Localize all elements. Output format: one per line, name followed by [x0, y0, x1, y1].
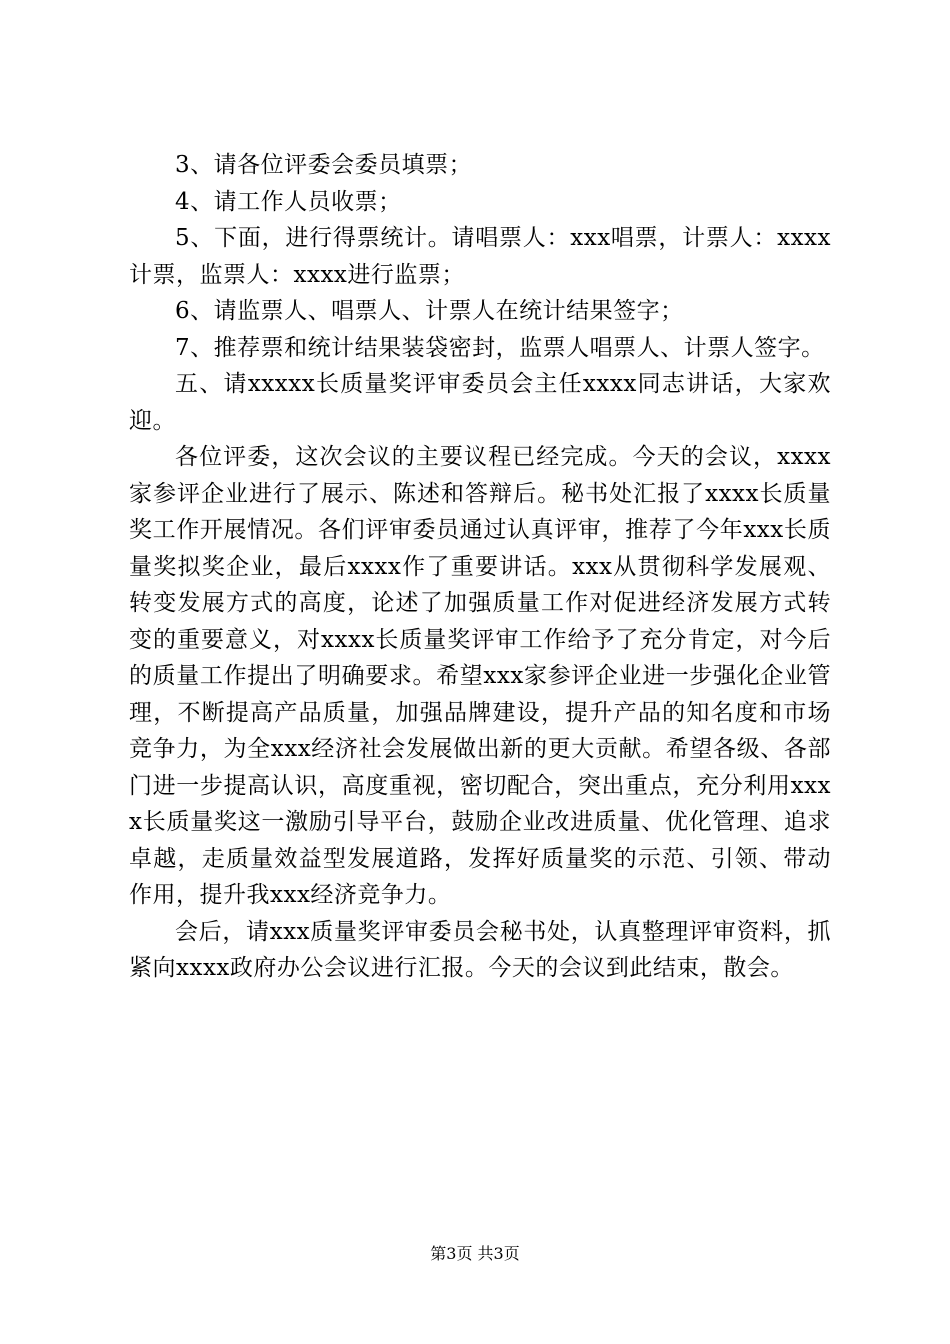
paragraph-step-7: 7、推荐票和统计结果装袋密封，监票人唱票人、计票人签字。: [175, 334, 825, 361]
paragraph-section-five: 五、请xxxxx长质量奖评审委员会主任xxxx同志讲话，大家欢迎。: [129, 371, 831, 434]
paragraph-step-3: 3、请各位评委会委员填票；: [175, 152, 473, 178]
paragraph-step-6: 6、请监票人、唱票人、计票人在统计结果签字；: [175, 298, 684, 324]
document-body: [129, 147, 831, 987]
page-number-footer: 第3页 共3页: [430, 1244, 520, 1263]
paragraph-step-5: 5、下面，进行得票统计。请唱票人：xxx唱票，计票人：xxxx计票，监票人：xxxx进行监票；: [129, 225, 831, 288]
paragraph-summary: 各位评委，这次会议的主要议程已经完成。今天的会议，xxxx家参评企业进行了展示、陈述和答辩后。秘书处汇报了xxxx长质量奖工作开展情况。各们评审委员通过认真评审，推荐了今年xxx长质量奖拟奖企业，最后xxxx作了重要讲话。xxx从贯彻科学发展观、转变发展方式的高度，论述了加强质量工作对促进经济发展方式转变的重要意义，对xxxx长质量奖评审工作给予了充分肯定，对今后的质量工作提出了明确要求。希望xxx家参评企业进一步强化企业管理，不断提高产品质量，加强品牌建设，提升产品的知名度和市场竞争力，为全xxx经济社会发展做出新的更大贡献。希望各级、各部门进一步提高认识，高度重视，密切配合，突出重点，充分利用xxxx长质量奖这一激励引导平台，鼓励企业改进质量、优化管理、追求卓越，走质量效益型发展道路，发挥好质量奖的示范、引领、带动作用，提升我xxx经济竞争力。: [129, 444, 831, 908]
paragraph-closing: 会后，请xxx质量奖评审委员会秘书处，认真整理评审资料，抓紧向xxxx政府办公会议进行汇报。今天的会议到此结束，散会。: [129, 918, 831, 981]
paragraph-step-4: 4、请工作人员收票；: [175, 188, 402, 215]
